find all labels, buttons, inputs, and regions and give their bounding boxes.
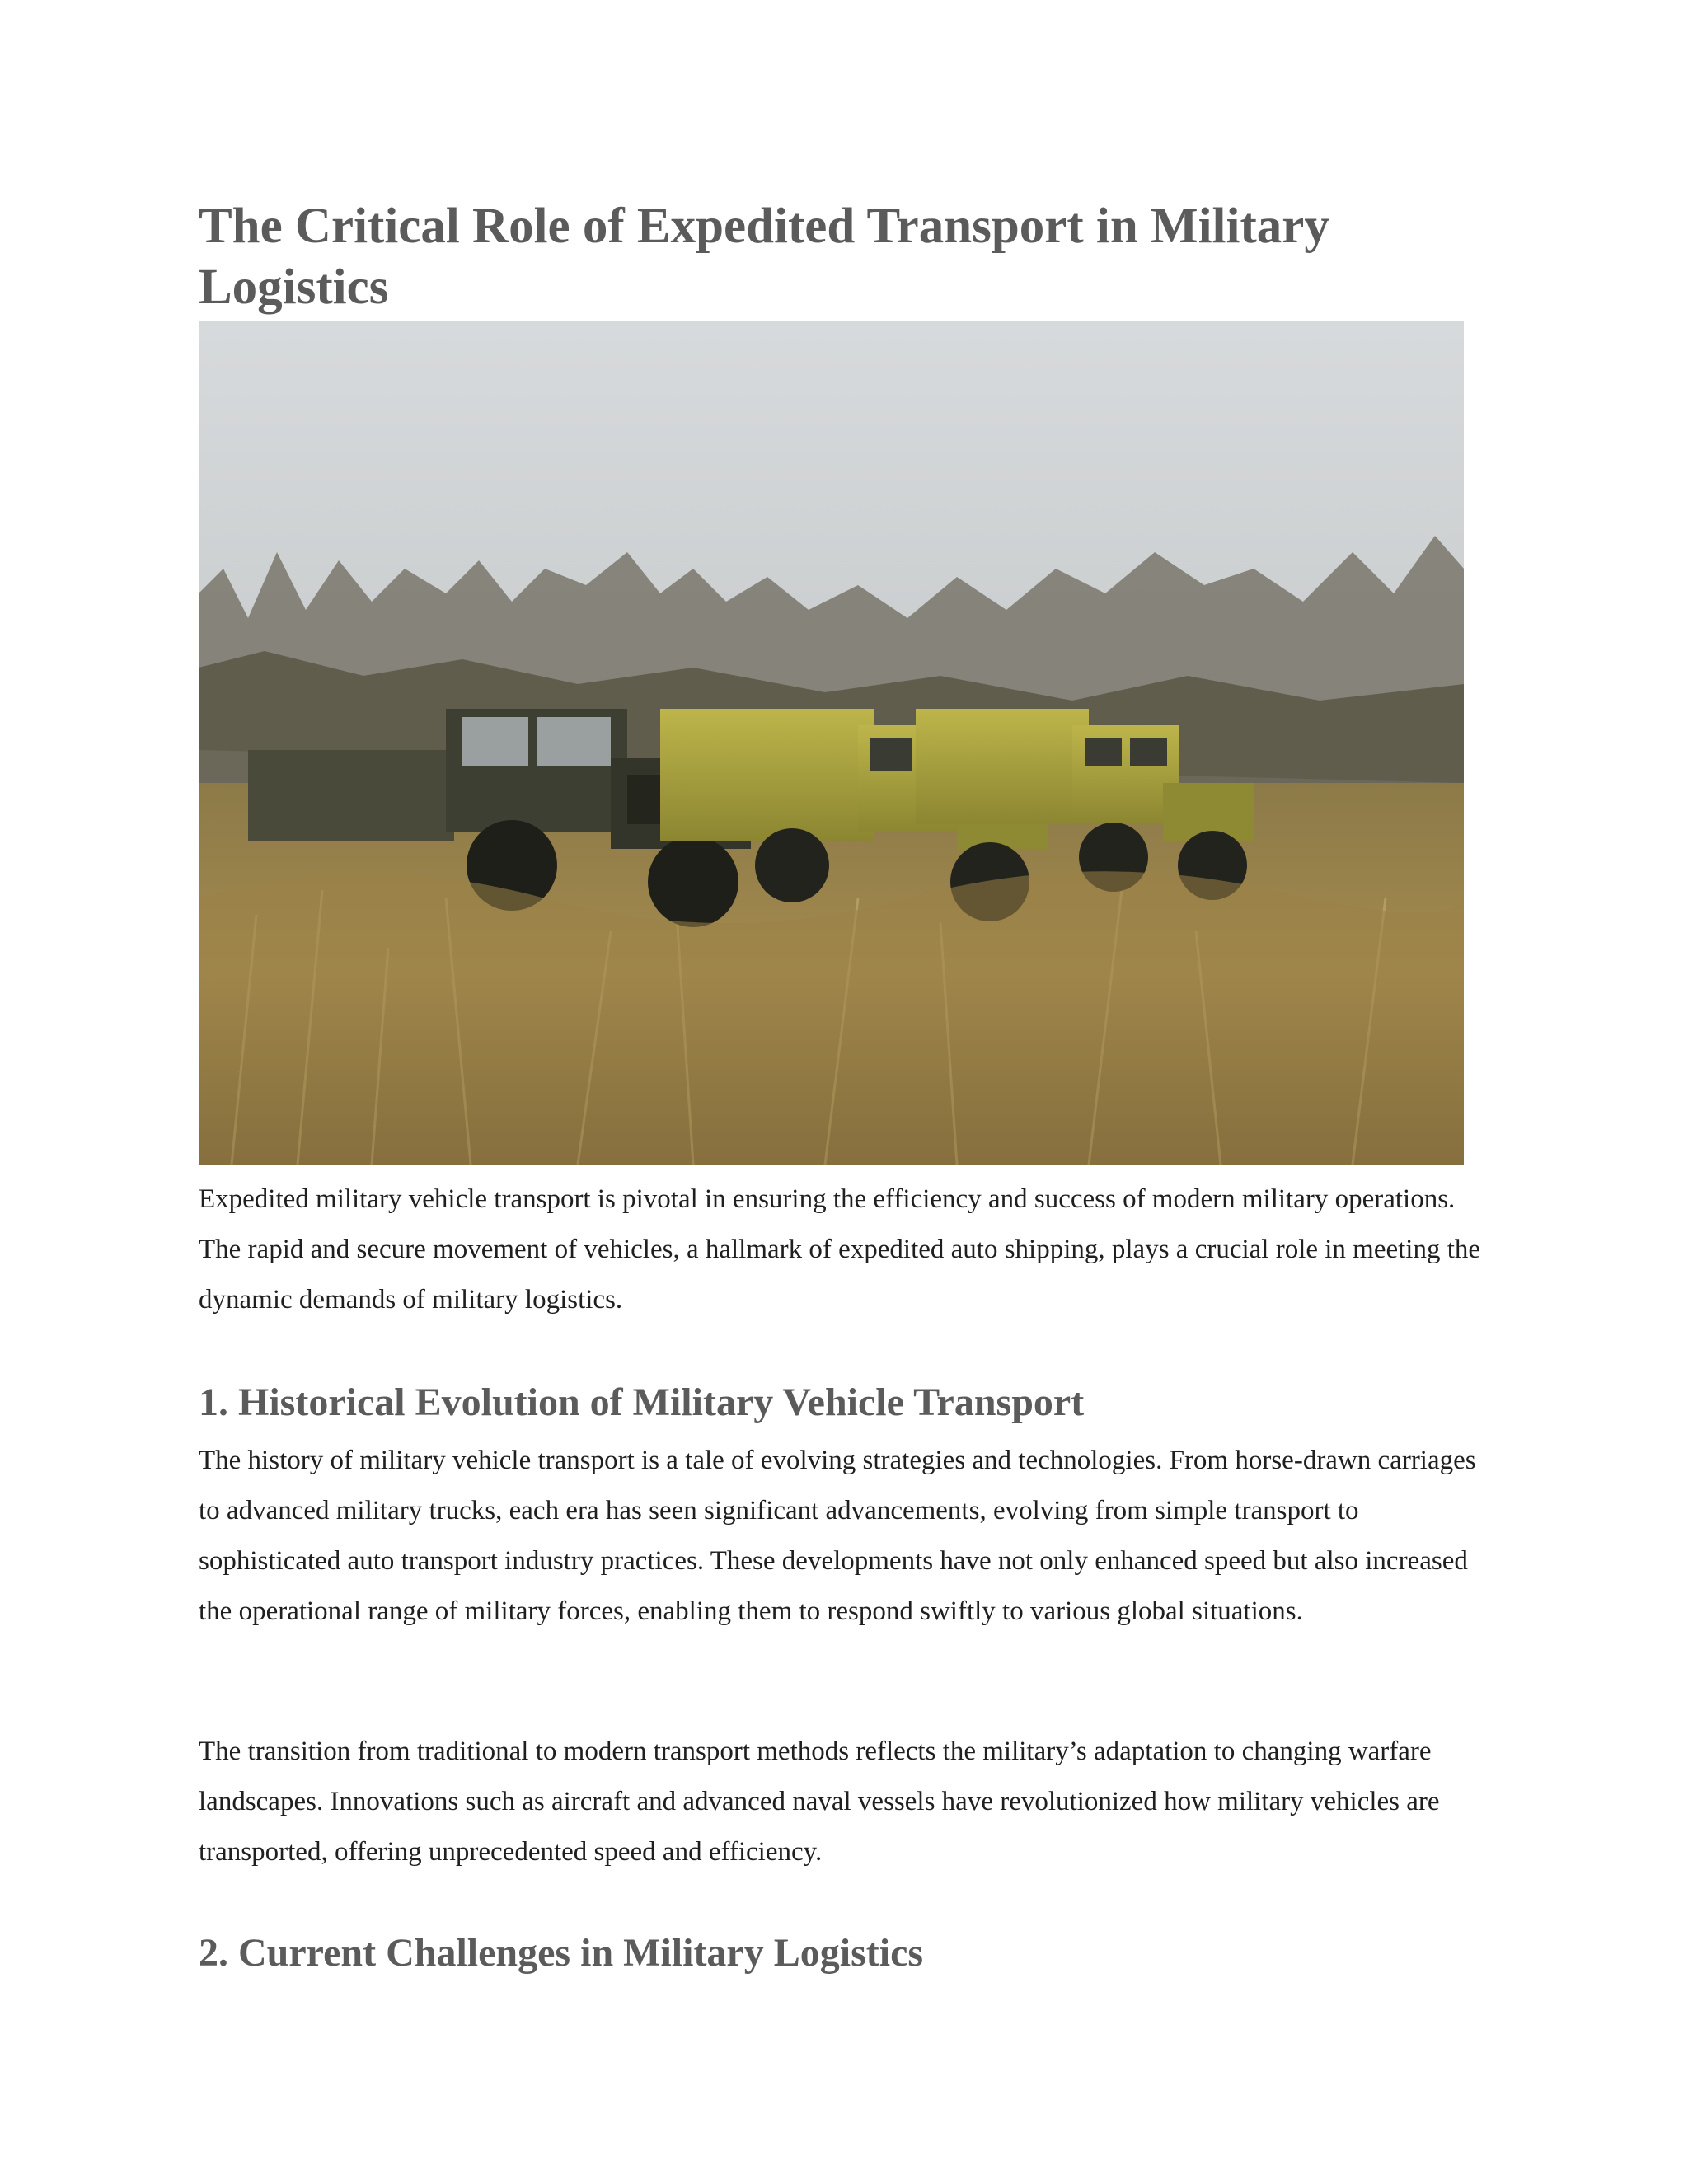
military-trucks-photo-icon	[199, 321, 1464, 1165]
section-1-paragraph-1: The history of military vehicle transport is a tale of evolving strategies and technologies. From horse-drawn carriages to advanced military trucks, each era has seen significant advancements, evolving from simple transport to sophisticated auto transport industry practices. These developments have not only enhanced speed but also increased the operational range of military forces, enabling them to respond swiftly to various global situations.	[199, 1446, 1476, 1626]
section-1-paragraph-2: The transition from traditional to modern transport methods reflects the military’s adaptation to changing warfare landscapes. Innovations such as aircraft and advanced naval vessels have revolutionized how military vehicles are transported, offering unprecedented speed and efficiency.	[199, 1736, 1440, 1867]
intro-paragraph: Expedited military vehicle transport is pivotal in ensuring the efficiency and success of modern military operations. The rapid and secure movement of vehicles, a hallmark of expedited auto shipping, plays a crucial role in meeting the dynamic demands of military logistics.	[199, 1184, 1481, 1315]
article-title: The Critical Role of Expedited Transport in Military Logistics	[199, 199, 1329, 315]
section-heading-1: 1. Historical Evolution of Military Vehicle Transport	[199, 1380, 1085, 1424]
hero-image	[199, 321, 1464, 1165]
section-heading-2: 2. Current Challenges in Military Logistics	[199, 1931, 924, 1975]
